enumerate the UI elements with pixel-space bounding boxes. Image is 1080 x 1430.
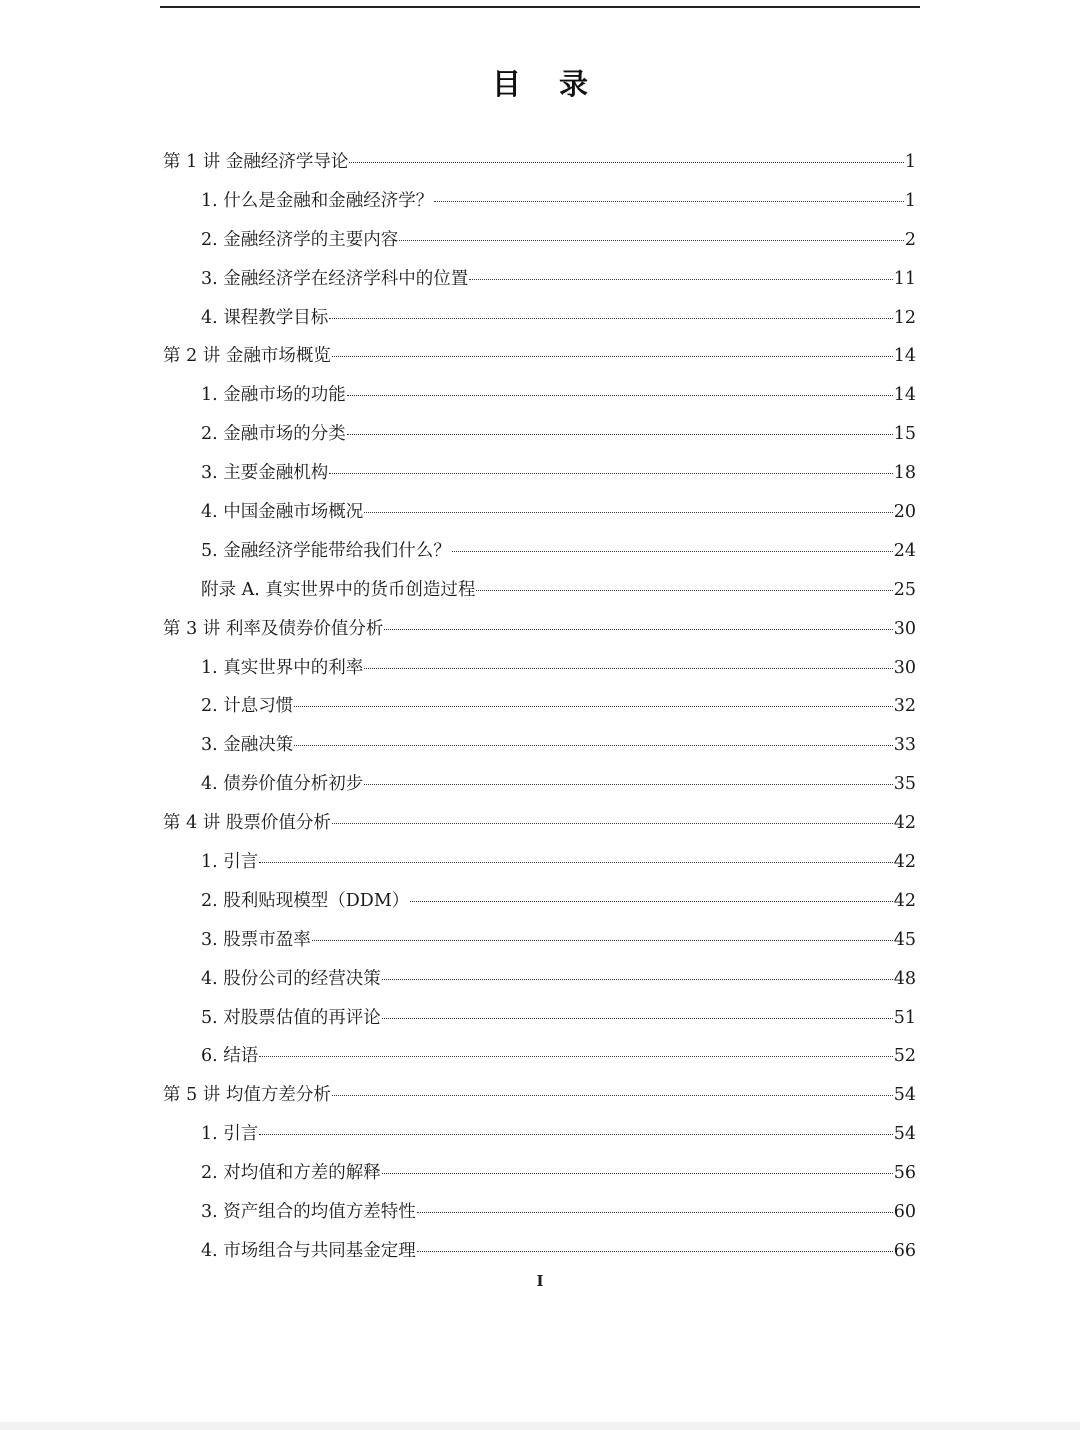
toc-entry-title: 5. 金融经济学能带给我们什么？	[201, 540, 451, 561]
toc-section[interactable]	[163, 415, 916, 454]
toc-entry-title: 4. 股份公司的经营决策	[201, 968, 381, 989]
dot-leader	[329, 317, 892, 319]
toc-section[interactable]	[163, 182, 916, 221]
toc-entry-title: 3. 股票市盈率	[201, 929, 311, 950]
dot-leader	[382, 978, 893, 980]
toc-entry-title: 第 5 讲 均值方差分析	[163, 1085, 331, 1106]
toc-entry-title: 第 4 讲 股票价值分析	[163, 813, 331, 834]
toc-section[interactable]	[163, 687, 916, 726]
toc-entry-title: 2. 金融经济学的主要内容	[201, 229, 399, 250]
dot-leader	[347, 433, 893, 435]
toc-entry-page: 20	[893, 502, 916, 523]
page-number: I	[536, 1272, 544, 1290]
toc-section[interactable]	[163, 1037, 916, 1076]
dot-leader	[410, 900, 892, 902]
toc-entry-page: 51	[893, 1007, 916, 1028]
toc-section[interactable]	[163, 1154, 916, 1193]
toc-entry-page: 35	[893, 774, 916, 795]
toc-entry-page: 45	[893, 929, 916, 950]
toc-section[interactable]	[163, 571, 916, 610]
dot-leader	[329, 472, 892, 474]
dot-leader	[294, 705, 892, 707]
dot-leader	[332, 822, 893, 824]
toc-entry-title: 1. 金融市场的功能	[201, 385, 346, 406]
toc-entry-title: 2. 计息习惯	[201, 696, 294, 717]
toc-entry-page: 60	[893, 1202, 916, 1223]
toc-entry-page: 25	[893, 579, 916, 600]
toc-section[interactable]	[163, 921, 916, 960]
toc-entry-title: 5. 对股票估值的再评论	[201, 1007, 381, 1028]
dot-leader	[259, 861, 892, 863]
dot-leader	[294, 744, 892, 746]
table-of-contents	[163, 143, 916, 1271]
toc-section[interactable]	[163, 221, 916, 260]
toc-entry-title: 3. 金融经济学在经济学科中的位置	[201, 268, 469, 289]
toc-chapter[interactable]	[163, 804, 916, 843]
toc-section[interactable]	[163, 765, 916, 804]
toc-entry-title: 1. 什么是金融和金融经济学？	[201, 190, 434, 211]
toc-entry-page: 18	[893, 463, 916, 484]
toc-entry-page: 54	[893, 1085, 916, 1106]
toc-entry-title: 1. 引言	[201, 852, 259, 873]
dot-leader	[476, 589, 892, 591]
toc-entry-page: 42	[893, 852, 916, 873]
toc-entry-title: 3. 金融决策	[201, 735, 294, 756]
toc-entry-page: 14	[893, 385, 916, 406]
header-rule	[160, 6, 920, 8]
page-title: 目 录	[491, 67, 603, 101]
toc-section[interactable]	[163, 843, 916, 882]
toc-chapter[interactable]	[163, 1076, 916, 1115]
toc-section[interactable]	[163, 376, 916, 415]
toc-entry-page: 11	[893, 268, 916, 289]
toc-entry-page: 42	[893, 813, 916, 834]
toc-entry-title: 第 3 讲 利率及债券价值分析	[163, 618, 384, 639]
toc-entry-title: 3. 资产组合的均值方差特性	[201, 1202, 416, 1223]
toc-entry-page: 1	[904, 152, 916, 172]
dot-leader	[332, 355, 893, 357]
toc-entry-page: 56	[893, 1163, 916, 1184]
toc-entry-title: 6. 结语	[201, 1046, 259, 1067]
toc-entry-page: 54	[893, 1124, 916, 1145]
dot-leader	[399, 239, 904, 241]
toc-entry-page: 33	[893, 735, 916, 756]
toc-section[interactable]	[163, 960, 916, 999]
dot-leader	[349, 161, 904, 163]
toc-section[interactable]	[163, 999, 916, 1038]
dot-leader	[259, 1055, 892, 1057]
toc-entry-title: 3. 主要金融机构	[201, 463, 329, 484]
toc-entry-title: 附录 A. 真实世界中的货币创造过程	[201, 579, 476, 600]
dot-leader	[382, 1017, 893, 1019]
dot-leader	[469, 278, 892, 280]
toc-section[interactable]	[163, 454, 916, 493]
toc-section[interactable]	[163, 1232, 916, 1271]
dot-leader	[417, 1250, 893, 1252]
dot-leader	[312, 939, 893, 941]
toc-entry-page: 30	[893, 657, 916, 678]
dot-leader	[417, 1211, 893, 1213]
toc-section[interactable]	[163, 649, 916, 688]
toc-entry-title: 第 1 讲 金融经济学导论	[163, 152, 349, 172]
dot-leader	[364, 511, 892, 513]
toc-chapter[interactable]	[163, 610, 916, 649]
dot-leader	[452, 550, 893, 552]
toc-section[interactable]	[163, 532, 916, 571]
toc-section[interactable]	[163, 299, 916, 338]
toc-entry-title: 2. 股利贴现模型（DDM）	[201, 890, 410, 911]
toc-entry-page: 15	[893, 424, 916, 445]
toc-entry-page: 66	[893, 1240, 916, 1261]
toc-entry-title: 1. 引言	[201, 1124, 259, 1145]
toc-entry-page: 2	[904, 229, 916, 250]
toc-entry-page: 48	[893, 968, 916, 989]
toc-entry-page: 1	[904, 190, 916, 211]
toc-section[interactable]	[163, 493, 916, 532]
toc-section[interactable]	[163, 1115, 916, 1154]
bottom-bar	[0, 1422, 1080, 1430]
dot-leader	[364, 783, 892, 785]
toc-section[interactable]	[163, 726, 916, 765]
toc-entry-page: 24	[893, 540, 916, 561]
toc-entry-page: 12	[893, 307, 916, 328]
toc-entry-page: 52	[893, 1046, 916, 1067]
toc-entry-title: 2. 金融市场的分类	[201, 424, 346, 445]
toc-entry-page: 14	[893, 346, 916, 367]
toc-chapter[interactable]	[163, 337, 916, 376]
toc-entry-page: 32	[893, 696, 916, 717]
dot-leader	[434, 200, 904, 202]
toc-entry-title: 4. 中国金融市场概况	[201, 502, 364, 523]
dot-leader	[384, 628, 892, 630]
toc-section[interactable]	[163, 882, 916, 921]
toc-entry-title: 4. 市场组合与共同基金定理	[201, 1240, 416, 1261]
toc-chapter[interactable]	[163, 143, 916, 182]
toc-entry-title: 第 2 讲 金融市场概览	[163, 346, 331, 367]
dot-leader	[332, 1094, 893, 1096]
toc-entry-title: 4. 课程教学目标	[201, 307, 329, 328]
dot-leader	[364, 667, 892, 669]
toc-entry-page: 30	[893, 618, 916, 639]
toc-entry-title: 1. 真实世界中的利率	[201, 657, 364, 678]
toc-entry-page: 42	[893, 890, 916, 911]
toc-entry-title: 2. 对均值和方差的解释	[201, 1163, 381, 1184]
toc-section[interactable]	[163, 260, 916, 299]
toc-entry-title: 4. 债券价值分析初步	[201, 774, 364, 795]
dot-leader	[259, 1133, 892, 1135]
dot-leader	[382, 1172, 893, 1174]
dot-leader	[347, 394, 893, 396]
toc-section[interactable]	[163, 1193, 916, 1232]
